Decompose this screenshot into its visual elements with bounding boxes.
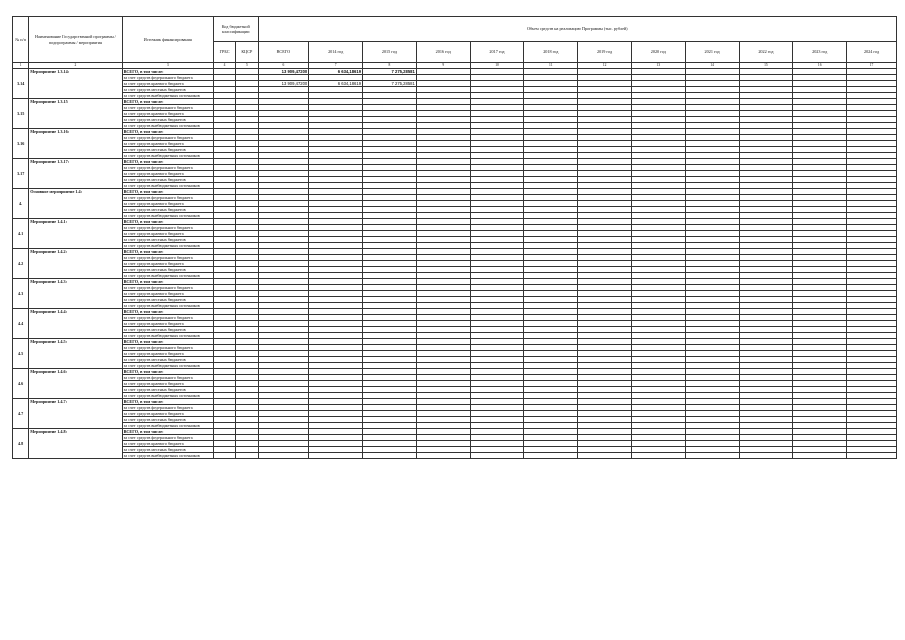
measure-title: Мероприятие 1.4.1:: [30, 219, 67, 225]
measure-title: Мероприятие 1.4.4:: [30, 309, 67, 315]
column-number: 16: [793, 63, 847, 69]
amount-year: [685, 453, 739, 459]
header-year: 2018 год: [524, 42, 578, 63]
header-year: 2024 год: [847, 42, 897, 63]
amount-year: [847, 453, 897, 459]
measure-title-cell: [29, 99, 122, 129]
funding-source: за счет средств краевого бюджета: [122, 351, 213, 357]
column-number: 8: [363, 63, 417, 69]
funding-source: ВСЕГО, в том числе:: [122, 189, 213, 195]
amount-year: [578, 453, 632, 459]
header-name: Наименование Государственной программы / подпрограммы / мероприятия: [29, 17, 122, 63]
header-year: 2023 год: [793, 42, 847, 63]
measure-title-cell: [29, 429, 122, 459]
funding-source: за счет средств федерального бюджета: [122, 195, 213, 201]
funding-source: за счет средств федерального бюджета: [122, 315, 213, 321]
funding-source: ВСЕГО, в том числе:: [122, 369, 213, 375]
funding-source: ВСЕГО, в том числе:: [122, 429, 213, 435]
header-total: ВСЕГО: [258, 42, 309, 63]
funding-source: за счет средств внебюджетных источников: [122, 123, 213, 129]
header-year: 2015 год: [363, 42, 417, 63]
amount-year: [470, 453, 524, 459]
row-number: 4.1: [13, 219, 29, 249]
measure-title-cell: [29, 189, 122, 219]
funding-source: за счет средств внебюджетных источников: [122, 153, 213, 159]
table-row: [13, 453, 897, 459]
column-number: 7: [309, 63, 363, 69]
funding-source: за счет средств местных бюджетов: [122, 147, 213, 153]
measure-title: Мероприятие 1.4.3:: [30, 279, 67, 285]
header-year: 2016 год: [416, 42, 470, 63]
funding-source: за счет средств краевого бюджета: [122, 81, 213, 87]
funding-source: за счет средств краевого бюджета: [122, 291, 213, 297]
row-number: 4.7: [13, 399, 29, 429]
funding-source: ВСЕГО, в том числе:: [122, 309, 213, 315]
header-grbs: ГРБС: [213, 42, 235, 63]
funding-source: ВСЕГО, в том числе:: [122, 399, 213, 405]
funding-source: за счет средств краевого бюджета: [122, 321, 213, 327]
row-number: 4.6: [13, 369, 29, 399]
funding-source: ВСЕГО, в том числе:: [122, 219, 213, 225]
header-year: 2020 год: [631, 42, 685, 63]
funding-source: за счет средств краевого бюджета: [122, 231, 213, 237]
funding-source: за счет средств местных бюджетов: [122, 447, 213, 453]
funding-source: ВСЕГО, в том числе:: [122, 99, 213, 105]
measure-title: Мероприятие 1.4.8:: [30, 429, 67, 435]
funding-source: за счет средств местных бюджетов: [122, 267, 213, 273]
measure-title: Основное мероприятие 1.4:: [30, 189, 82, 195]
funding-source: за счет средств краевого бюджета: [122, 261, 213, 267]
funding-source: за счет средств федерального бюджета: [122, 165, 213, 171]
column-number: 12: [578, 63, 632, 69]
funding-source: за счет средств краевого бюджета: [122, 381, 213, 387]
row-number: 4.2: [13, 249, 29, 279]
funding-source: за счет средств краевого бюджета: [122, 411, 213, 417]
measure-title: Мероприятие 1.3.17:: [30, 159, 70, 165]
measure-title-cell: [29, 69, 122, 99]
amount-year: 7 275,28581: [363, 69, 417, 75]
financing-table: [12, 16, 897, 459]
amount-year: 7 275,28581: [363, 81, 417, 87]
column-number: 10: [470, 63, 524, 69]
column-number: 1: [13, 63, 29, 69]
amount-year: [309, 453, 363, 459]
funding-source: за счет средств краевого бюджета: [122, 201, 213, 207]
measure-title-cell: [29, 369, 122, 399]
measure-title: Мероприятие 1.3.16:: [30, 129, 70, 135]
header-source: Источник финансирования: [122, 17, 213, 63]
ksr-code: [236, 453, 258, 459]
funding-source: за счет средств местных бюджетов: [122, 237, 213, 243]
column-number: 14: [685, 63, 739, 69]
amount-total: 13 909,47200: [258, 69, 309, 75]
amount-year: [793, 453, 847, 459]
funding-source: за счет средств федерального бюджета: [122, 135, 213, 141]
funding-source: за счет средств внебюджетных источников: [122, 393, 213, 399]
amount-year: [524, 453, 578, 459]
funding-source: за счет средств местных бюджетов: [122, 177, 213, 183]
row-number: 3.17: [13, 159, 29, 189]
amount-year: 6 634,18619: [309, 81, 363, 87]
funding-source: ВСЕГО, в том числе:: [122, 339, 213, 345]
funding-source: ВСЕГО, в том числе:: [122, 129, 213, 135]
header-volume: Объем средств на реализацию Программы (тыс. рублей): [258, 17, 896, 42]
header-budget-code: Код бюджетной классификации: [213, 17, 258, 42]
funding-source: за счет средств краевого бюджета: [122, 441, 213, 447]
measure-title: Мероприятие 1.4.5:: [30, 339, 67, 345]
row-number: 3.16: [13, 129, 29, 159]
amount-total: [258, 453, 309, 459]
measure-title: Мероприятие 1.4.7:: [30, 399, 67, 405]
row-number: 3.15: [13, 99, 29, 129]
amount-year: [416, 453, 470, 459]
header-year: 2014 год: [309, 42, 363, 63]
measure-title: Мероприятие 1.3.15: [30, 99, 68, 105]
funding-source: за счет средств внебюджетных источников: [122, 423, 213, 429]
column-number: 4: [213, 63, 235, 69]
funding-source: за счет средств местных бюджетов: [122, 297, 213, 303]
column-number: 13: [631, 63, 685, 69]
funding-source: за счет средств местных бюджетов: [122, 357, 213, 363]
funding-source: за счет средств внебюджетных источников: [122, 243, 213, 249]
funding-source: за счет средств местных бюджетов: [122, 387, 213, 393]
column-number: 2: [29, 63, 122, 69]
column-number: 11: [524, 63, 578, 69]
column-number: 5: [236, 63, 258, 69]
measure-title-cell: [29, 279, 122, 309]
measure-title: Мероприятие 1.4.2:: [30, 249, 67, 255]
funding-source: ВСЕГО, в том числе:: [122, 69, 213, 75]
amount-year: [739, 453, 793, 459]
measure-title-cell: [29, 399, 122, 429]
funding-source: за счет средств внебюджетных источников: [122, 273, 213, 279]
funding-source: за счет средств федерального бюджета: [122, 255, 213, 261]
row-number: 4.4: [13, 309, 29, 339]
amount-total: 13 909,47200: [258, 81, 309, 87]
funding-source: ВСЕГО, в том числе:: [122, 279, 213, 285]
column-number: 3: [122, 63, 213, 69]
grbs-code: [213, 453, 235, 459]
funding-source: ВСЕГО, в том числе:: [122, 159, 213, 165]
row-number: 4.8: [13, 429, 29, 459]
funding-source: за счет средств внебюджетных источников: [122, 363, 213, 369]
measure-title-cell: [29, 159, 122, 189]
funding-source: за счет средств федерального бюджета: [122, 375, 213, 381]
funding-source: за счет средств федерального бюджета: [122, 345, 213, 351]
row-number: 4.3: [13, 279, 29, 309]
measure-title: Мероприятие 1.3.14:: [30, 69, 70, 75]
funding-source: за счет средств внебюджетных источников: [122, 333, 213, 339]
measure-title-cell: [29, 129, 122, 159]
funding-source: за счет средств федерального бюджета: [122, 435, 213, 441]
funding-source: за счет средств федерального бюджета: [122, 105, 213, 111]
amount-year: [631, 453, 685, 459]
column-number: 17: [847, 63, 897, 69]
table-body: [13, 69, 897, 459]
row-number: 3.14: [13, 69, 29, 99]
column-number: 15: [739, 63, 793, 69]
header-no: № п/п: [13, 17, 29, 63]
funding-source: ВСЕГО, в том числе:: [122, 249, 213, 255]
funding-source: за счет средств федерального бюджета: [122, 285, 213, 291]
header-year: 2019 год: [578, 42, 632, 63]
amount-year: [363, 453, 417, 459]
funding-source: за счет средств краевого бюджета: [122, 141, 213, 147]
funding-source: за счет средств внебюджетных источников: [122, 93, 213, 99]
header-year: 2021 год: [685, 42, 739, 63]
funding-source: за счет средств внебюджетных источников: [122, 183, 213, 189]
funding-source: за счет средств федерального бюджета: [122, 225, 213, 231]
column-number: 6: [258, 63, 309, 69]
amount-year: 6 634,18619: [309, 69, 363, 75]
funding-source: за счет средств местных бюджетов: [122, 207, 213, 213]
header-ksr: КЦСР: [236, 42, 258, 63]
funding-source: за счет средств краевого бюджета: [122, 111, 213, 117]
header-year: 2022 год: [739, 42, 793, 63]
measure-title-cell: [29, 249, 122, 279]
funding-source: за счет средств федерального бюджета: [122, 405, 213, 411]
funding-source: за счет средств местных бюджетов: [122, 117, 213, 123]
funding-source: за счет средств внебюджетных источников: [122, 303, 213, 309]
funding-source: за счет средств местных бюджетов: [122, 327, 213, 333]
header-year: 2017 год: [470, 42, 524, 63]
row-number: 4.5: [13, 339, 29, 369]
measure-title-cell: [29, 219, 122, 249]
column-number: 9: [416, 63, 470, 69]
measure-title: Мероприятие 1.4.6:: [30, 369, 67, 375]
funding-source: за счет средств краевого бюджета: [122, 171, 213, 177]
funding-source: за счет средств федерального бюджета: [122, 75, 213, 81]
row-number: 4.: [13, 189, 29, 219]
funding-source: за счет средств местных бюджетов: [122, 87, 213, 93]
measure-title-cell: [29, 339, 122, 369]
funding-source: за счет средств внебюджетных источников: [122, 213, 213, 219]
document-sheet: [12, 6, 897, 634]
measure-title-cell: [29, 309, 122, 339]
funding-source: за счет средств внебюджетных источников: [122, 453, 213, 459]
funding-source: за счет средств местных бюджетов: [122, 417, 213, 423]
